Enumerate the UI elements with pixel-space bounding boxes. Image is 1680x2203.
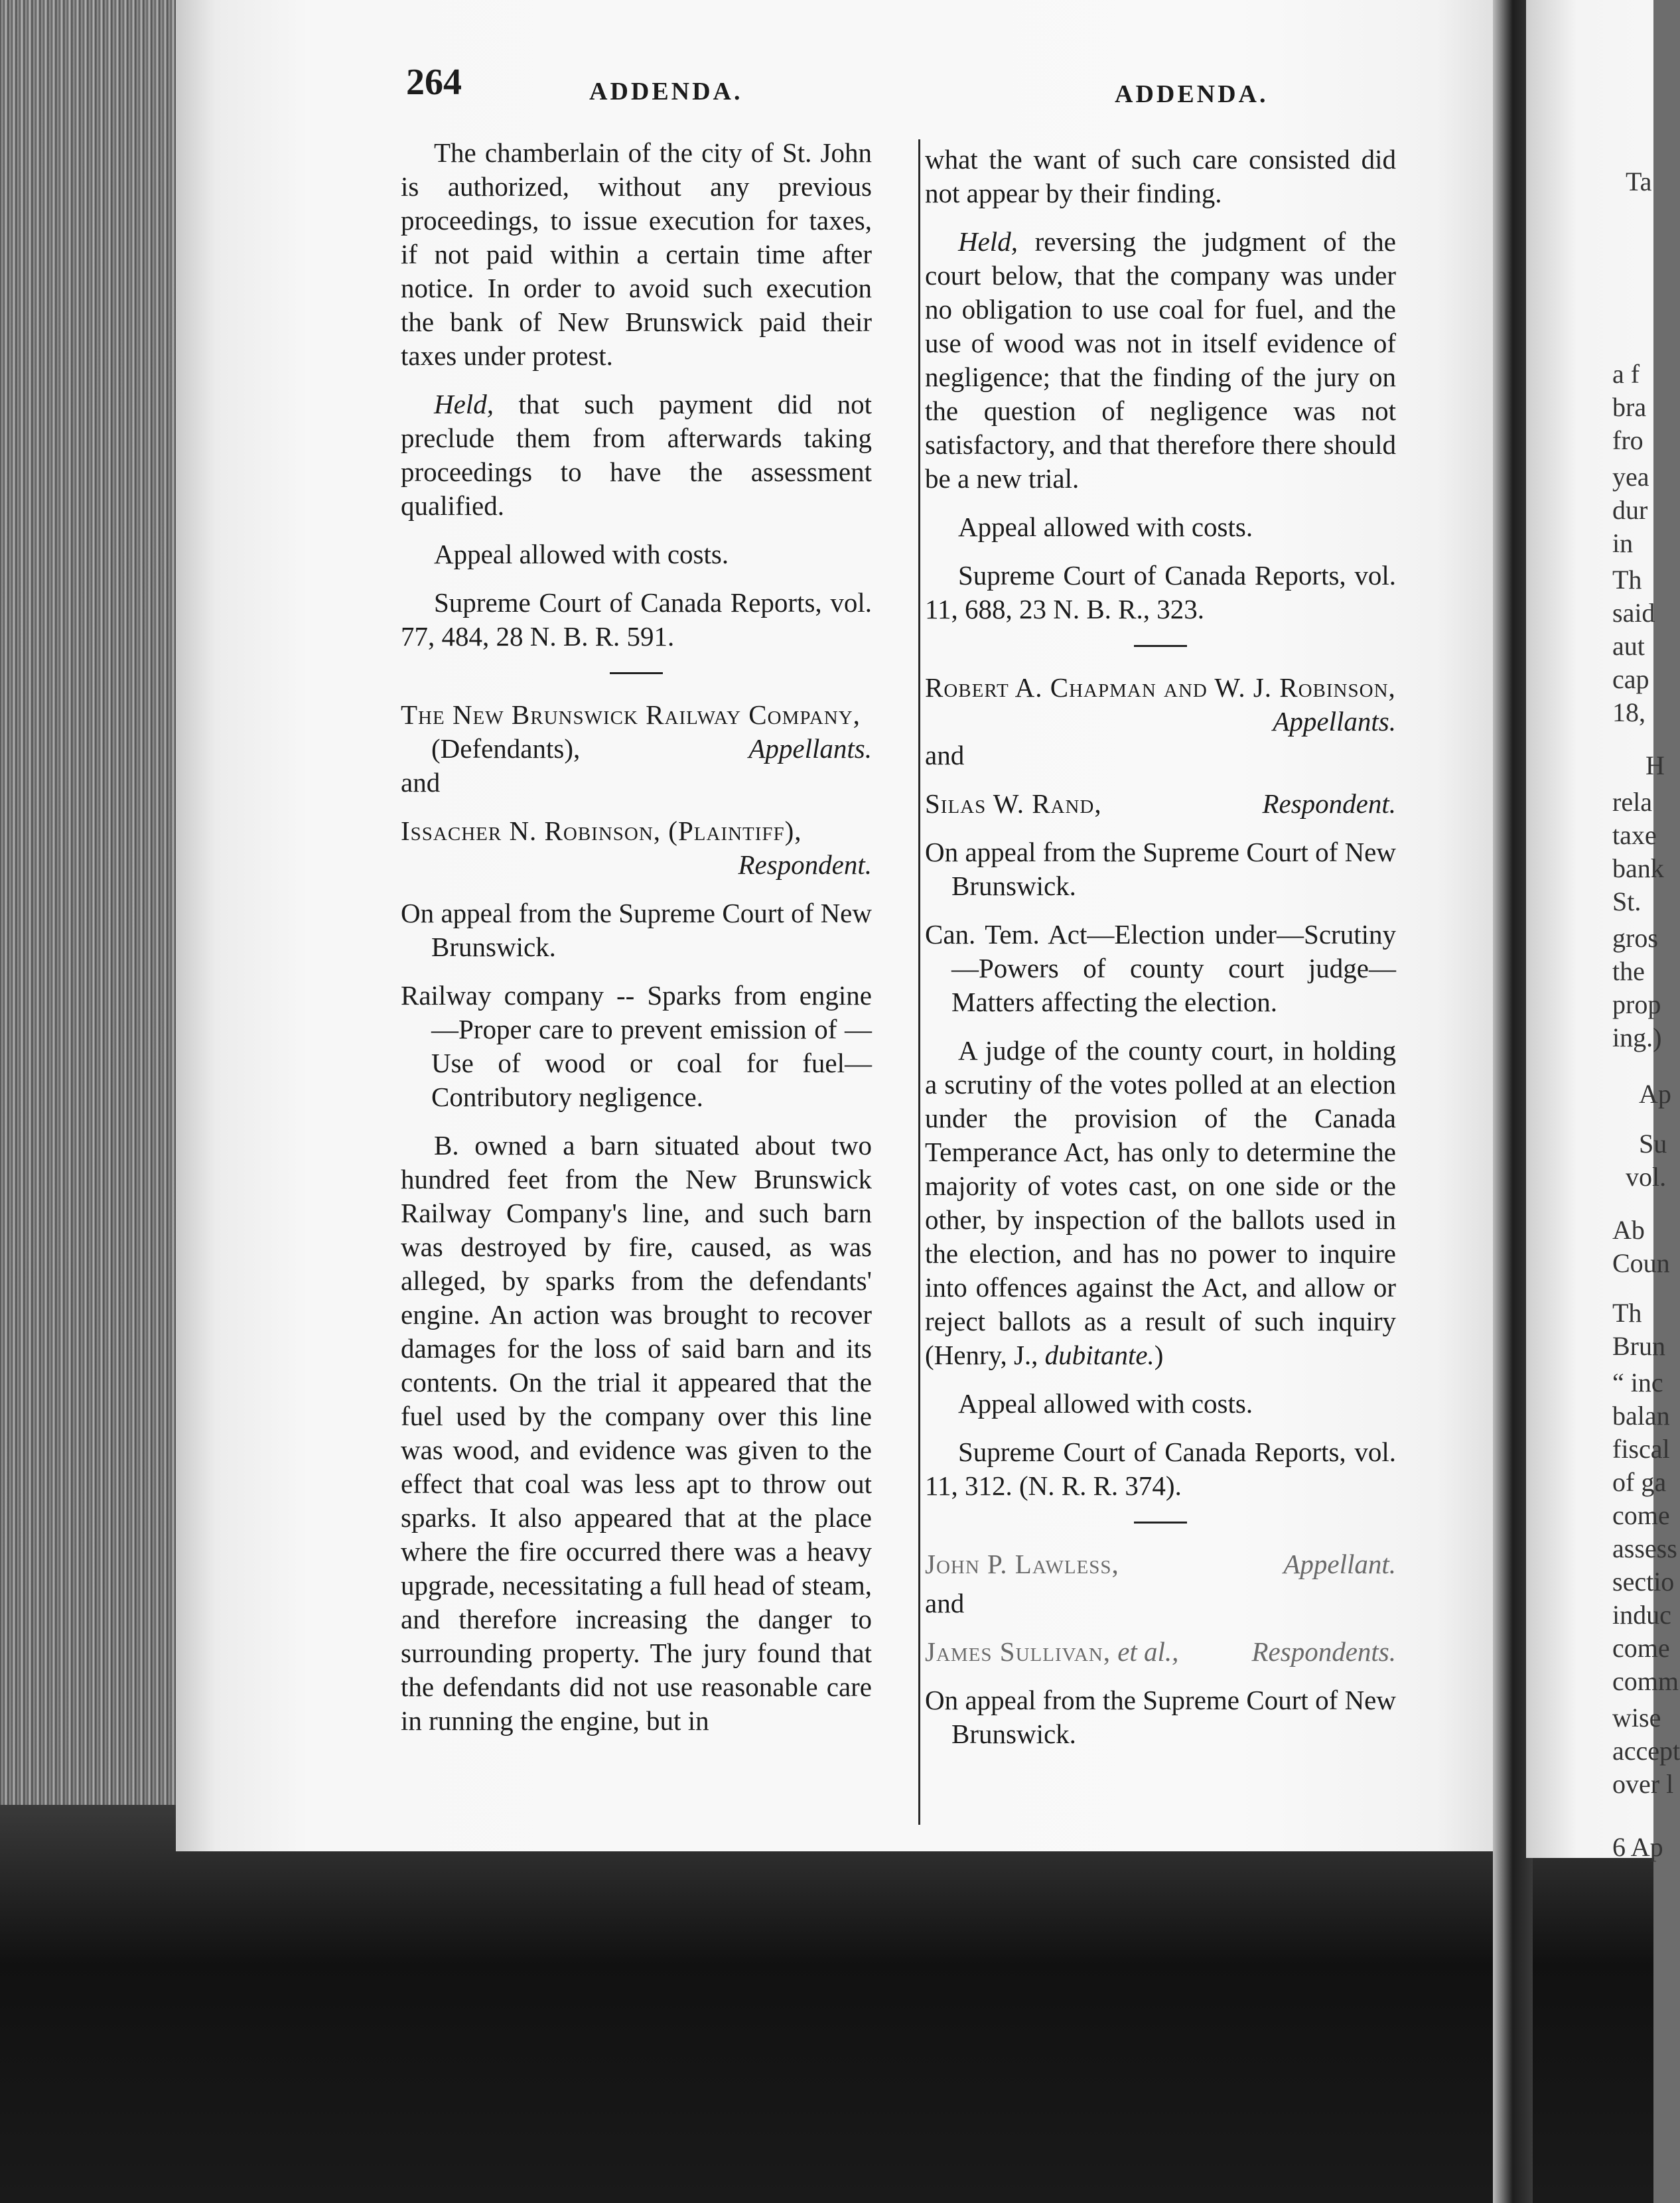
case2-appellant: The New Brunswick Railway Company, [401, 699, 861, 730]
case4-respondent-etal: et al., [1117, 1636, 1179, 1667]
held-text: reversing the judgment of the court below, that the company was under no obligation to use coal for fuel, and the use of wood was not in itself evidence of negligence; that the finding of the jury on the question of negligence was not satisfactory, and that therefore there should be a new trial. [925, 226, 1396, 494]
case2-body: B. owned a barn situated about two hundred feet from the New Brunswick Railway Company's line, and such barn was destroyed by fire, caused, as was alleged, by sparks from the defendants' engine. An action was brought to recover damages for the loss of said barn and its contents. On the trial it appeared that the fuel used by the company over this line was wood, and evidence was given to the effect that coal was less apt to throw out sparks. It also appeared that at the place where the fire occurred there was a heavy upgrade, necessitating a full head of steam, and therefore increasing the danger to surrounding property. The jury found that the defendants did not use reasonable care in running the engine, but in [401, 1130, 872, 1736]
adjacent-page-fragment: bra [1612, 392, 1647, 422]
adjacent-page-fragment: induc [1612, 1600, 1671, 1630]
adjacent-page-fragment: come [1612, 1500, 1670, 1530]
adjacent-page-fragment: of ga [1612, 1467, 1667, 1497]
case3-respondent-role: Respondent. [1262, 788, 1396, 819]
case2-appeal: On appeal from the Supreme Court of New Brunswick. [401, 898, 872, 962]
adjacent-page-fragment: dur [1612, 495, 1648, 525]
running-head-left: ADDENDA. [589, 78, 743, 106]
adjacent-page-fragment: “ inc [1612, 1368, 1663, 1397]
case3-result: Appeal allowed with costs. [958, 1388, 1253, 1419]
section-separator [1134, 1522, 1187, 1524]
adjacent-page-fragment: the [1612, 956, 1645, 986]
adjacent-page-fragment: 18, [1612, 697, 1645, 727]
adjacent-page-fragment: Th [1612, 565, 1642, 595]
case1-text: The chamberlain of the city of St. John is authorized, without any previous proceedings, to issue execution for taxes, if not paid within a certain time after notice. In order to avoid such execution the bank of New Brunswick paid their taxes under protest. [401, 137, 872, 371]
case2-result: Appeal allowed with costs. [958, 512, 1253, 542]
case2-continued: what the want of such care consisted did not appear by their finding. [925, 144, 1396, 208]
case2-respondent: Issacher N. Robinson, (Plaintiff), [401, 816, 802, 846]
right-column [925, 143, 1396, 1766]
case3-appeal: On appeal from the Supreme Court of New Brunswick. [925, 837, 1396, 901]
case2-appellant-line [401, 732, 872, 766]
left-column [401, 136, 872, 1752]
adjacent-page-fragment: comm [1612, 1666, 1679, 1696]
adjacent-page-fragment: H [1645, 750, 1665, 780]
case4-appellant-line [925, 1547, 1396, 1581]
column-divider [918, 139, 920, 1825]
adjacent-page-fragment: wise [1612, 1703, 1661, 1733]
case4-respondent: James Sullivan, [925, 1636, 1111, 1667]
held-text: that such payment did not preclude them from afterwards taking proceedings to have the assessment qualified. [401, 389, 873, 521]
adjacent-page-fragment: aut [1612, 631, 1645, 661]
adjacent-page-fragment: taxe [1612, 820, 1657, 850]
case3-body-text: A judge of the county court, in holding a scrutiny of the votes polled at an election under the provision of the Canada Temperance Act, has only to determine the majority of votes cast, on one side or the other, by inspection of the ballots used in the election, and has no power to inquire into offences against the Act, and allow or reject ballots as a result of such inquiry (Henry, J., [925, 1035, 1396, 1370]
adjacent-page-fragment: vol. [1626, 1162, 1667, 1192]
adjacent-page-fragment: bank [1612, 853, 1664, 883]
case4-respondent-role: Respondents. [1251, 1636, 1396, 1667]
case2-respondent-role: Respondent. [738, 849, 872, 880]
case1-held [401, 388, 872, 523]
adjacent-page-fragment: Ab [1612, 1215, 1645, 1245]
adjacent-page-fragment: Brun [1612, 1331, 1665, 1361]
adjacent-page-fragment: prop [1612, 989, 1661, 1019]
case4-respondent-group [925, 1635, 1178, 1669]
case2-headnote: Railway company -- Sparks from engine —Proper care to prevent emission of —Use of wood or coal for fuel—Contributory negligence. [401, 980, 872, 1112]
case2-held [925, 225, 1396, 496]
adjacent-page-fragment: Su [1639, 1129, 1667, 1159]
running-head-right: ADDENDA. [1115, 80, 1269, 108]
case4-respondent-line [925, 1635, 1396, 1669]
case3-body-italic: dubitante. [1044, 1340, 1155, 1370]
case2-and: and [401, 767, 441, 798]
case3-body-end: ) [1154, 1340, 1164, 1370]
case3-respondent-line [925, 787, 1396, 821]
case3-respondent: Silas W. Rand, [925, 788, 1102, 819]
adjacent-page-fragment: Ap [1639, 1079, 1671, 1109]
adjacent-page-fragment: gros [1612, 923, 1658, 953]
case4-appellant: John P. Lawless, [925, 1549, 1119, 1579]
adjacent-page-fragment: accept [1612, 1736, 1680, 1766]
section-separator [610, 672, 663, 674]
adjacent-page-fragment: yea [1612, 462, 1649, 492]
adjacent-page-fragment: ing.) [1612, 1023, 1662, 1052]
adjacent-page-fragment: assess [1612, 1533, 1677, 1563]
case3-report: Supreme Court of Canada Reports, vol. 11, 312. (N. R. R. 374). [925, 1437, 1396, 1501]
case4-appellant-role: Appellant. [1283, 1549, 1396, 1579]
adjacent-page-fragment: Ta [1626, 167, 1652, 196]
adjacent-page-fragment: balan [1612, 1401, 1670, 1431]
adjacent-page-fragment: Coun [1612, 1248, 1670, 1278]
adjacent-page-fragment: in [1612, 528, 1634, 558]
scanner-bed-shadow [0, 1805, 1653, 2203]
adjacent-page-fragment: over l [1612, 1769, 1674, 1799]
case2-report: Supreme Court of Canada Reports, vol. 11, 688, 23 N. B. R., 323. [925, 560, 1396, 624]
case3-and: and [925, 740, 965, 770]
case3-appellant: Robert A. Chapman and W. J. Robinson, [925, 672, 1396, 703]
held-label: Held, [958, 226, 1018, 257]
adjacent-page-fragment: fiscal [1612, 1434, 1670, 1464]
adjacent-page-fragment: a f [1612, 359, 1640, 389]
held-label: Held, [434, 389, 494, 419]
adjacent-page-fragment: said [1612, 598, 1655, 628]
case1-result: Appeal allowed with costs. [434, 539, 729, 569]
case2-appellant-note: (Defendants), [431, 733, 581, 764]
adjacent-page-fragment: 6 Ap [1612, 1832, 1663, 1862]
case4-and: and [925, 1588, 965, 1618]
adjacent-page-fragment: sectio [1612, 1567, 1675, 1597]
page-number: 264 [406, 62, 462, 103]
case3-body [925, 1034, 1396, 1372]
case3-appellant-role: Appellants. [1273, 706, 1396, 737]
section-separator [1134, 645, 1187, 647]
adjacent-page-fragment: cap [1612, 664, 1649, 694]
adjacent-page-fragment: come [1612, 1633, 1670, 1663]
case3-headnote: Can. Tem. Act—Election under—Scrutiny—Powers of county court judge—Matters affecting the election. [925, 919, 1396, 1017]
adjacent-page-fragment: rela [1612, 787, 1652, 817]
case1-report: Supreme Court of Canada Reports, vol. 77, 484, 28 N. B. R. 591. [401, 587, 872, 652]
case4-appeal: On appeal from the Supreme Court of New Brunswick. [925, 1685, 1396, 1749]
adjacent-page-fragment: St. [1612, 887, 1642, 916]
adjacent-page-fragment: Th [1612, 1298, 1642, 1328]
adjacent-page-fragment: fro [1612, 425, 1644, 455]
case2-appellant-role: Appellants. [748, 733, 872, 764]
